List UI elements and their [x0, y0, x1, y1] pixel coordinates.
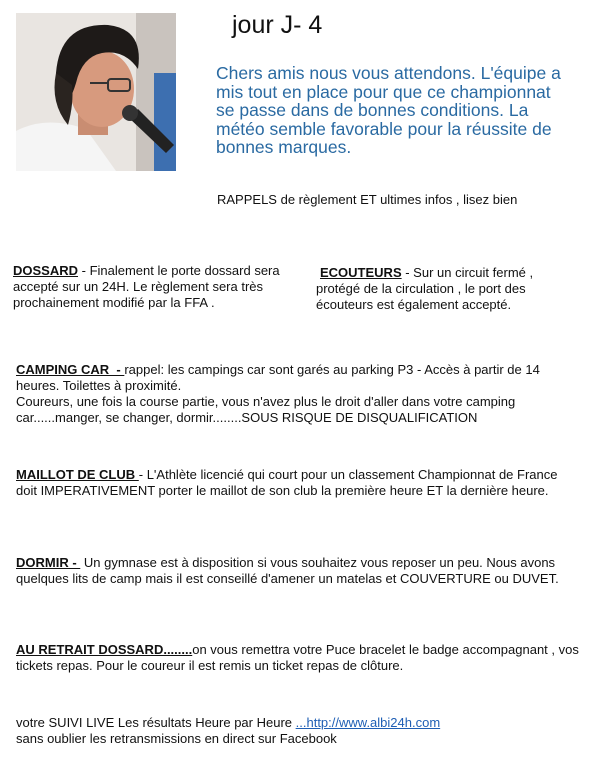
- rappels-text: RAPPELS de règlement ET ultimes infos , lisez bien: [217, 192, 518, 207]
- page-title: jour J- 4: [232, 11, 323, 39]
- ecouteurs-text: - Sur un circuit fermé , protégé de la circulation , le port des écouteurs est également accepté.: [316, 265, 534, 312]
- dossard-text: - Finalement le porte dossard sera accepté sur un 24H. Le règlement sera très prochainement modifié par la FFA .: [13, 263, 280, 310]
- suivi-section: [16, 715, 576, 747]
- retrait-heading: AU RETRAIT DOSSARD........: [16, 642, 193, 657]
- ecouteurs-section: [316, 265, 556, 313]
- camping-text-2: Coureurs, une fois la course partie, vous n'avez plus le droit d'aller dans votre camping car......manger, se changer, dormir........SOUS RISQUE DE DISQUALIFICATION: [16, 394, 516, 425]
- camping-text: rappel: les campings car sont garés au parking P3 - Accès à partir de 14 heures. Toilettes à proximité.: [16, 362, 540, 393]
- announcer-photo: [16, 13, 176, 171]
- maillot-text: - L'Athlète licencié qui court pour un classement Championnat de France doit IMPERATIVEMENT porter le maillot de son club la première heure ET la dernière heure.: [16, 467, 558, 498]
- dossard-section: [13, 263, 288, 311]
- dormir-section: [16, 555, 576, 587]
- suivi-text-2: sans oublier les retransmissions en direct sur Facebook: [16, 731, 337, 746]
- retrait-text: on vous remettra votre Puce bracelet le badge accompagnant , vos tickets repas. Pour le coureur il est remis un ticket repas de clôture.: [16, 642, 579, 673]
- intro-text: Chers amis nous vous attendons. L'équipe a mis tout en place pour que ce championnat se passe dans de bonnes conditions. La météo semble favorable pour la réussite de bonnes marques.: [216, 63, 561, 157]
- ecouteurs-heading: ECOUTEURS: [320, 265, 402, 280]
- maillot-heading: MAILLOT DE CLUB: [16, 467, 139, 482]
- albi24h-link[interactable]: ...http://www.albi24h.com: [295, 715, 441, 730]
- camping-section: [16, 362, 576, 426]
- maillot-section: [16, 467, 561, 499]
- dossard-heading: DOSSARD: [13, 263, 79, 278]
- retrait-section: [16, 642, 581, 674]
- dormir-text: Un gymnase est à disposition si vous souhaitez vous reposer un peu. Nous avons quelques lits de camp mais il est conseillé d'amener un matelas et COUVERTURE ou DUVET.: [16, 555, 559, 586]
- dormir-heading: DORMIR -: [16, 555, 81, 570]
- announcer-photo-drawing: [16, 13, 176, 171]
- camping-heading: CAMPING CAR -: [16, 362, 125, 377]
- suivi-text: votre SUIVI LIVE Les résultats Heure par Heure: [16, 715, 296, 730]
